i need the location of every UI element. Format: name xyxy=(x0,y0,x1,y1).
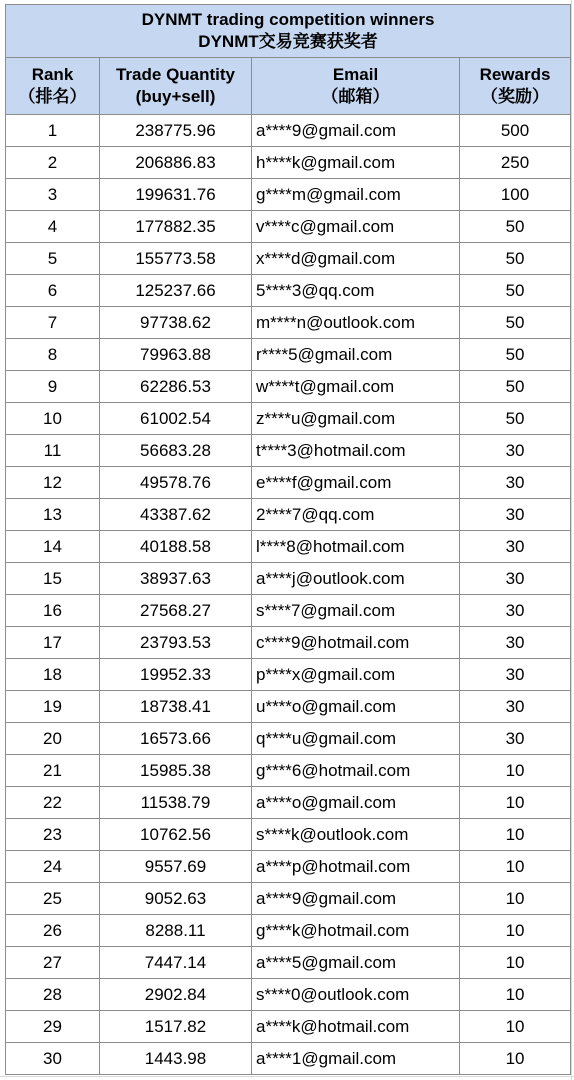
table-row xyxy=(6,819,571,851)
rank-cell: 6 xyxy=(6,275,100,307)
table-row xyxy=(6,531,571,563)
rank-cell: 22 xyxy=(6,787,100,819)
rank-cell: 17 xyxy=(6,627,100,659)
header-rewards-label: Rewards xyxy=(479,65,551,84)
rank-cell: 26 xyxy=(6,915,100,947)
email-cell: t****3@hotmail.com xyxy=(252,435,460,467)
rank-cell: 4 xyxy=(6,211,100,243)
rank-cell: 3 xyxy=(6,179,100,211)
table-row xyxy=(6,275,571,307)
trade-quantity-cell: 206886.83 xyxy=(100,147,252,179)
rank-cell: 28 xyxy=(6,979,100,1011)
title-line-2: DYNMT交易竞赛获奖者 xyxy=(198,32,378,51)
rank-cell: 27 xyxy=(6,947,100,979)
reward-cell: 30 xyxy=(460,467,571,499)
reward-cell: 50 xyxy=(460,371,571,403)
rank-cell: 11 xyxy=(6,435,100,467)
grid-divider-right xyxy=(571,0,572,1080)
table-row xyxy=(6,915,571,947)
trade-quantity-cell: 16573.66 xyxy=(100,723,252,755)
reward-cell: 30 xyxy=(460,435,571,467)
table-row xyxy=(6,179,571,211)
rank-cell: 19 xyxy=(6,691,100,723)
trade-quantity-cell: 238775.96 xyxy=(100,115,252,147)
header-email-label: Email xyxy=(332,65,379,84)
trade-quantity-cell: 19952.33 xyxy=(100,659,252,691)
reward-cell: 30 xyxy=(460,499,571,531)
reward-cell: 50 xyxy=(460,243,571,275)
email-cell: u****o@gmail.com xyxy=(252,691,460,723)
email-cell: p****x@gmail.com xyxy=(252,659,460,691)
rank-cell: 12 xyxy=(6,467,100,499)
email-cell: g****6@hotmail.com xyxy=(252,755,460,787)
trade-quantity-cell: 155773.58 xyxy=(100,243,252,275)
email-cell: s****7@gmail.com xyxy=(252,595,460,627)
trade-quantity-cell: 49578.76 xyxy=(100,467,252,499)
email-cell: g****k@hotmail.com xyxy=(252,915,460,947)
table-title xyxy=(6,5,571,58)
email-cell: m****n@outlook.com xyxy=(252,307,460,339)
reward-cell: 100 xyxy=(460,179,571,211)
table-row xyxy=(6,627,571,659)
header-trade-quantity-sublabel: (buy+sell) xyxy=(135,87,216,106)
email-cell: a****5@gmail.com xyxy=(252,947,460,979)
header-email xyxy=(252,58,460,115)
table-row xyxy=(6,691,571,723)
table-row xyxy=(6,307,571,339)
header-rank-label: Rank xyxy=(31,65,74,84)
table-row xyxy=(6,147,571,179)
email-cell: x****d@gmail.com xyxy=(252,243,460,275)
header-rewards-sublabel: （奖励） xyxy=(481,87,550,106)
email-cell: a****o@gmail.com xyxy=(252,787,460,819)
reward-cell: 10 xyxy=(460,819,571,851)
reward-cell: 30 xyxy=(460,563,571,595)
header-trade-quantity-label: Trade Quantity xyxy=(115,65,236,84)
table-row xyxy=(6,723,571,755)
header-row xyxy=(6,58,571,115)
email-cell: a****9@gmail.com xyxy=(252,883,460,915)
table-row xyxy=(6,851,571,883)
table-row xyxy=(6,371,571,403)
reward-cell: 30 xyxy=(460,627,571,659)
table-row xyxy=(6,1011,571,1043)
table-row xyxy=(6,1043,571,1075)
table-row xyxy=(6,403,571,435)
reward-cell: 30 xyxy=(460,691,571,723)
rank-cell: 2 xyxy=(6,147,100,179)
email-cell: s****k@outlook.com xyxy=(252,819,460,851)
rank-cell: 18 xyxy=(6,659,100,691)
reward-cell: 10 xyxy=(460,883,571,915)
trade-quantity-cell: 62286.53 xyxy=(100,371,252,403)
table-row xyxy=(6,339,571,371)
email-cell: e****f@gmail.com xyxy=(252,467,460,499)
email-cell: g****m@gmail.com xyxy=(252,179,460,211)
rank-cell: 23 xyxy=(6,819,100,851)
email-cell: 2****7@qq.com xyxy=(252,499,460,531)
reward-cell: 30 xyxy=(460,531,571,563)
email-cell: w****t@gmail.com xyxy=(252,371,460,403)
trade-quantity-cell: 18738.41 xyxy=(100,691,252,723)
reward-cell: 30 xyxy=(460,723,571,755)
reward-cell: 30 xyxy=(460,659,571,691)
header-rewards xyxy=(460,58,571,115)
email-cell: z****u@gmail.com xyxy=(252,403,460,435)
rank-cell: 14 xyxy=(6,531,100,563)
reward-cell: 10 xyxy=(460,947,571,979)
email-cell: a****k@hotmail.com xyxy=(252,1011,460,1043)
reward-cell: 50 xyxy=(460,339,571,371)
email-cell: r****5@gmail.com xyxy=(252,339,460,371)
header-email-sublabel: （邮箱） xyxy=(321,87,390,106)
reward-cell: 50 xyxy=(460,403,571,435)
rank-cell: 9 xyxy=(6,371,100,403)
trade-quantity-cell: 27568.27 xyxy=(100,595,252,627)
table-row xyxy=(6,435,571,467)
trade-quantity-cell: 177882.35 xyxy=(100,211,252,243)
trade-quantity-cell: 2902.84 xyxy=(100,979,252,1011)
rank-cell: 8 xyxy=(6,339,100,371)
trade-quantity-cell: 199631.76 xyxy=(100,179,252,211)
header-rank-sublabel: （排名） xyxy=(18,87,87,106)
trade-quantity-cell: 43387.62 xyxy=(100,499,252,531)
grid-divider-bottom xyxy=(0,1076,574,1077)
trade-quantity-cell: 1443.98 xyxy=(100,1043,252,1075)
email-cell: a****p@hotmail.com xyxy=(252,851,460,883)
rank-cell: 29 xyxy=(6,1011,100,1043)
table-row xyxy=(6,595,571,627)
email-cell: a****1@gmail.com xyxy=(252,1043,460,1075)
rank-cell: 30 xyxy=(6,1043,100,1075)
header-rank xyxy=(6,58,100,115)
rank-cell: 16 xyxy=(6,595,100,627)
trade-quantity-cell: 79963.88 xyxy=(100,339,252,371)
reward-cell: 10 xyxy=(460,755,571,787)
table-row xyxy=(6,755,571,787)
header-trade-quantity xyxy=(100,58,252,115)
trade-quantity-cell: 7447.14 xyxy=(100,947,252,979)
table-row xyxy=(6,787,571,819)
table-row xyxy=(6,211,571,243)
reward-cell: 50 xyxy=(460,275,571,307)
trade-quantity-cell: 125237.66 xyxy=(100,275,252,307)
trade-quantity-cell: 9052.63 xyxy=(100,883,252,915)
trade-quantity-cell: 23793.53 xyxy=(100,627,252,659)
reward-cell: 10 xyxy=(460,851,571,883)
rank-cell: 15 xyxy=(6,563,100,595)
reward-cell: 50 xyxy=(460,211,571,243)
email-cell: c****9@hotmail.com xyxy=(252,627,460,659)
rank-cell: 21 xyxy=(6,755,100,787)
table-row xyxy=(6,883,571,915)
trade-quantity-cell: 8288.11 xyxy=(100,915,252,947)
trade-quantity-cell: 1517.82 xyxy=(100,1011,252,1043)
trade-quantity-cell: 61002.54 xyxy=(100,403,252,435)
email-cell: s****0@outlook.com xyxy=(252,979,460,1011)
trade-quantity-cell: 38937.63 xyxy=(100,563,252,595)
rank-cell: 20 xyxy=(6,723,100,755)
rank-cell: 24 xyxy=(6,851,100,883)
reward-cell: 10 xyxy=(460,1043,571,1075)
reward-cell: 500 xyxy=(460,115,571,147)
rank-cell: 5 xyxy=(6,243,100,275)
trade-quantity-cell: 11538.79 xyxy=(100,787,252,819)
trade-quantity-cell: 97738.62 xyxy=(100,307,252,339)
email-cell: 5****3@qq.com xyxy=(252,275,460,307)
reward-cell: 10 xyxy=(460,915,571,947)
trade-quantity-cell: 40188.58 xyxy=(100,531,252,563)
email-cell: a****j@outlook.com xyxy=(252,563,460,595)
reward-cell: 30 xyxy=(460,595,571,627)
table-row xyxy=(6,243,571,275)
table-row xyxy=(6,563,571,595)
trade-quantity-cell: 56683.28 xyxy=(100,435,252,467)
table-row xyxy=(6,467,571,499)
winners-table xyxy=(5,4,571,1075)
reward-cell: 250 xyxy=(460,147,571,179)
rank-cell: 25 xyxy=(6,883,100,915)
email-cell: h****k@gmail.com xyxy=(252,147,460,179)
trade-quantity-cell: 15985.38 xyxy=(100,755,252,787)
title-line-1: DYNMT trading competition winners xyxy=(141,10,435,29)
table-body xyxy=(6,115,571,1075)
table-row xyxy=(6,947,571,979)
table-row xyxy=(6,115,571,147)
rank-cell: 7 xyxy=(6,307,100,339)
email-cell: a****9@gmail.com xyxy=(252,115,460,147)
trade-quantity-cell: 9557.69 xyxy=(100,851,252,883)
rank-cell: 13 xyxy=(6,499,100,531)
email-cell: q****u@gmail.com xyxy=(252,723,460,755)
reward-cell: 10 xyxy=(460,787,571,819)
rank-cell: 1 xyxy=(6,115,100,147)
rank-cell: 10 xyxy=(6,403,100,435)
table-row xyxy=(6,499,571,531)
table-row xyxy=(6,659,571,691)
reward-cell: 10 xyxy=(460,1011,571,1043)
trade-quantity-cell: 10762.56 xyxy=(100,819,252,851)
reward-cell: 10 xyxy=(460,979,571,1011)
email-cell: l****8@hotmail.com xyxy=(252,531,460,563)
reward-cell: 50 xyxy=(460,307,571,339)
table-row xyxy=(6,979,571,1011)
email-cell: v****c@gmail.com xyxy=(252,211,460,243)
